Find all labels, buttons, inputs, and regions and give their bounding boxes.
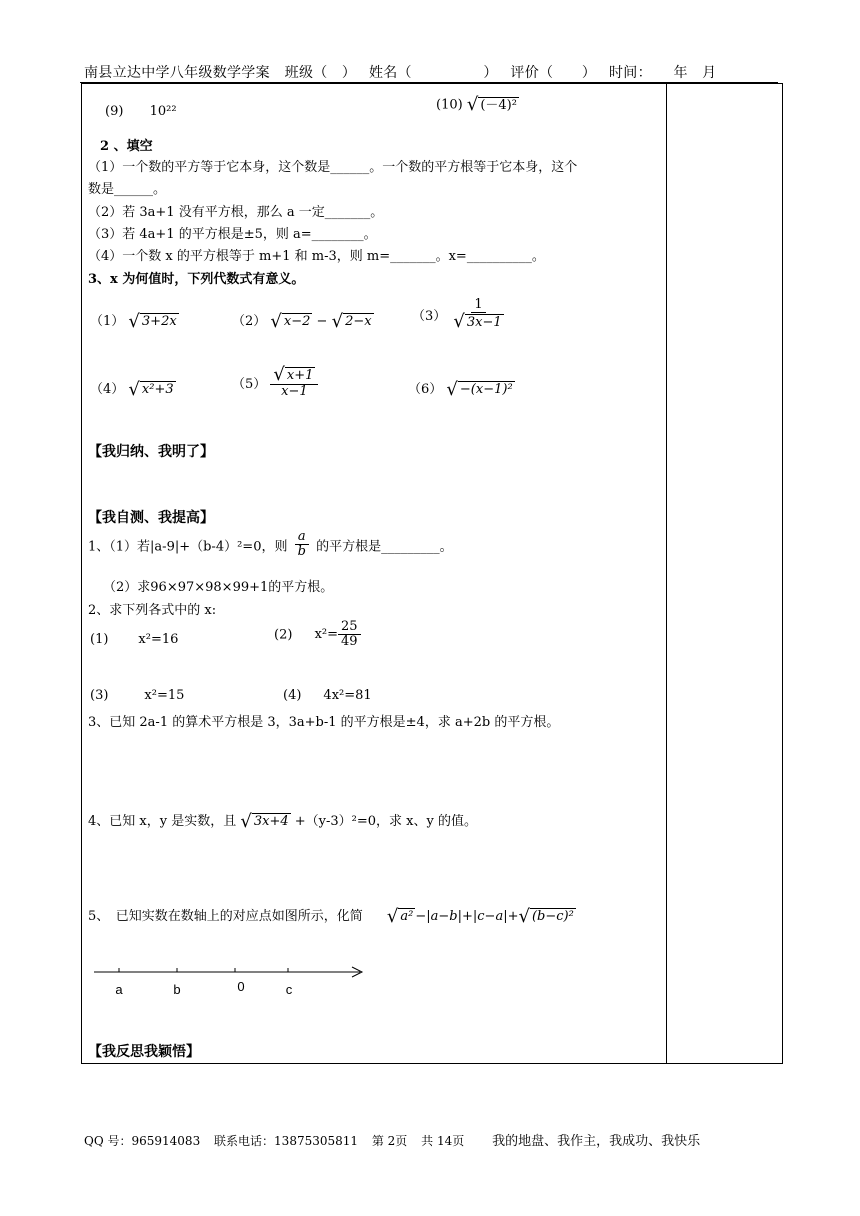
test-2-item-3: (3) x²=15 (90, 688, 185, 703)
label-c: c (285, 982, 293, 997)
q3-item-2: （2） √ x−2 − √ 2−x (232, 310, 372, 332)
page-footer (84, 1130, 710, 1149)
q1-item-9 (105, 104, 177, 119)
test-2-item-4: (4) 4x²=81 (283, 688, 372, 703)
q1-item-10 (436, 96, 519, 114)
expression: 10²² (149, 104, 177, 119)
item-number: (9) (105, 104, 124, 119)
section-summary: 【我归纳、我明了】 (88, 444, 214, 460)
q3-item-4: （4） √ x²+3 (90, 378, 174, 400)
q3-item-5: （5） √ x+1 x−1 (232, 366, 318, 399)
test-1b: （2）求96×97×98×99+1的平方根。 (103, 580, 334, 595)
footer-phone: 联系电话：13875305811 (214, 1134, 359, 1148)
q3-title: 3、x 为何值时，下列代数式有意义。 (88, 272, 305, 287)
item-number: (10) (436, 97, 463, 113)
section-reflect: 【我反思我颖悟】 (88, 1044, 200, 1060)
name-label: 姓名（ ） (368, 65, 498, 81)
footer-total: 共 14页 (421, 1134, 465, 1148)
sqrt-expression: √ (－4)² (466, 94, 517, 115)
test-5: 5、 已知实数在数轴上的对应点如图所示，化简 √ a² −|a−b|+|c−a|+ √ (b−c)² (88, 905, 574, 927)
q2-line-1b: 数是______。 (88, 182, 167, 197)
class-label: 班级（ ） (284, 65, 357, 81)
label-b: b (173, 982, 181, 997)
label-0: 0 (237, 979, 245, 994)
test-2-item-2: (2) x²= $\frac{25}{49}$ (274, 620, 361, 650)
test-2-item-1: (1) x²=16 (90, 632, 179, 647)
test-2-title: 2、求下列各式中的 x: (88, 603, 217, 618)
q3-item-3: （3） 1 √ 3x−1 (412, 297, 502, 333)
q3-item-6: （6） √ −(x−1)² (408, 378, 513, 400)
test-4: 4、已知 x，y 是实数，且 √ 3x+4 +（y-3）²=0，求 x、y 的值。 (88, 810, 477, 832)
column-divider (666, 83, 667, 1064)
q3-item-1: （1） √ 3+2x (90, 310, 177, 332)
evaluation-label: 评价（ ） (510, 65, 597, 81)
q2-line-1: （1）一个数的平方等于它本身，这个数是______。一个数的平方根等于它本身，这个 (88, 160, 578, 175)
q2-title: 2 、填空 (100, 139, 153, 154)
school-title: 南县立达中学八年级数学学案 (84, 65, 270, 81)
number-line (88, 962, 373, 1002)
q2-line-4: （4）一个数 x 的平方根等于 m+1 和 m-3，则 m=_______。x=__________。 (88, 249, 545, 264)
page-header (84, 62, 716, 82)
footer-qq: QQ 号：965914083 (84, 1134, 201, 1148)
test-1a: 1、（1）若|a-9|+（b-4）²=0，则 $\frac{a}{b}$ 的平方根是_________。 (88, 529, 453, 560)
test-3: 3、已知 2a-1 的算术平方根是 3，3a+b-1 的平方根是±4，求 a+2b 的平方根。 (88, 715, 560, 730)
section-selftest: 【我自测、我提高】 (88, 510, 214, 526)
label-a: a (115, 982, 123, 997)
q2-line-2: （2）若 3a+1 没有平方根，那么 a 一定_______。 (88, 205, 384, 220)
footer-page: 第 2页 (371, 1134, 408, 1148)
footer-motto: 我的地盘、我作主，我成功、我快乐 (492, 1134, 701, 1149)
time-label: 时间： 年 月 (608, 65, 717, 81)
q2-line-3: （3）若 4a+1 的平方根是±5，则 a=________。 (88, 227, 377, 242)
